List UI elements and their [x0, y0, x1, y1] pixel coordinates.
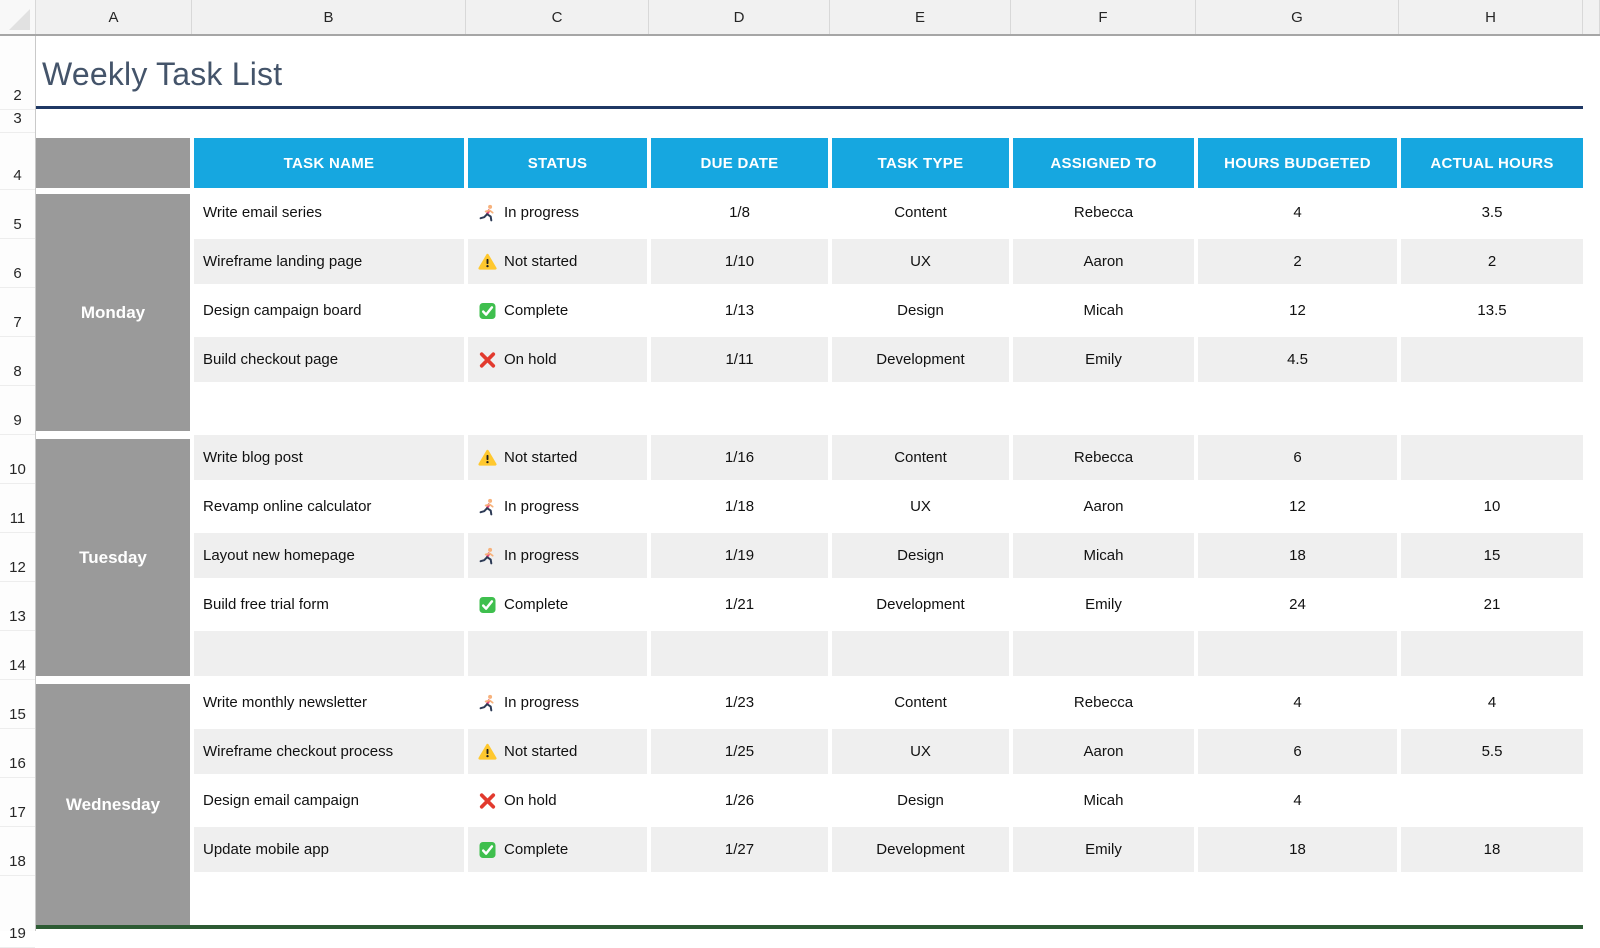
cell-status[interactable]	[468, 827, 647, 872]
header-day-blank[interactable]	[36, 138, 190, 188]
cell-actual-hours[interactable]: 2	[1401, 239, 1583, 284]
status-label: Not started	[504, 449, 578, 466]
cell-due-date[interactable]: 1/8	[729, 204, 750, 221]
row-header-12[interactable]: 12	[0, 533, 35, 582]
status-label: Complete	[504, 841, 569, 858]
cell-hours-budgeted[interactable]	[1198, 876, 1397, 921]
cell-assigned-to[interactable]: Micah	[1083, 792, 1124, 809]
cell-actual-hours[interactable]	[1401, 778, 1583, 823]
cell-due-date[interactable]: 1/27	[651, 827, 828, 872]
row-header-13[interactable]: 13	[0, 582, 35, 631]
cell-due-date[interactable]: 1/26	[724, 792, 755, 809]
cell-assigned-to[interactable]: Rebecca	[1073, 694, 1134, 711]
column-header-H[interactable]: H	[1399, 0, 1583, 34]
row-header-10[interactable]: 10	[0, 435, 35, 484]
cell-task-name[interactable]: Build checkout page	[194, 337, 464, 382]
cell-task-name[interactable]: Design campaign board	[203, 302, 362, 319]
cell-status[interactable]	[468, 337, 647, 382]
cell-assigned-to[interactable]: Rebecca	[1073, 204, 1134, 221]
cell-task-type[interactable]: Content	[832, 435, 1009, 480]
cell-due-date[interactable]	[651, 631, 828, 676]
cell-task-type[interactable]: Design	[897, 302, 944, 319]
check-icon	[478, 302, 497, 320]
header-status[interactable]: STATUS	[468, 138, 647, 188]
cell-hours-budgeted[interactable]: 24	[1289, 596, 1306, 613]
cell-assigned-to[interactable]: Aaron	[1013, 239, 1194, 284]
cell-status[interactable]	[468, 680, 647, 725]
cell-assigned-to[interactable]	[1013, 386, 1194, 431]
cell-task-type[interactable]: Content	[894, 694, 947, 711]
cross-icon	[478, 351, 497, 369]
column-header-E[interactable]: E	[830, 0, 1011, 34]
row-header-6[interactable]: 6	[0, 239, 35, 288]
cell-hours-budgeted[interactable]	[1198, 386, 1397, 431]
cell-status[interactable]	[468, 631, 647, 676]
column-header-B[interactable]: B	[192, 0, 466, 34]
select-all-corner[interactable]	[0, 0, 36, 34]
row-header-5[interactable]: 5	[0, 190, 35, 239]
cell-status[interactable]	[468, 533, 647, 578]
row-headers-column	[0, 36, 36, 942]
cell-task-name[interactable]	[194, 876, 464, 921]
cell-task-name[interactable]	[194, 386, 464, 431]
cell-hours-budgeted[interactable]: 4.5	[1198, 337, 1397, 382]
cell-due-date[interactable]: 1/10	[651, 239, 828, 284]
row-header-3[interactable]: 3	[0, 110, 35, 133]
cell-actual-hours[interactable]	[1401, 337, 1583, 382]
cell-task-name[interactable]: Design email campaign	[203, 792, 359, 809]
cell-hours-budgeted[interactable]: 4	[1293, 792, 1302, 809]
header-assigned-to[interactable]: ASSIGNED TO	[1013, 138, 1194, 188]
cell-hours-budgeted[interactable]: 12	[1289, 498, 1306, 515]
cell-assigned-to[interactable]: Emily	[1013, 827, 1194, 872]
column-header-D[interactable]: D	[649, 0, 830, 34]
cell-due-date[interactable]	[651, 876, 828, 921]
cell-hours-budgeted[interactable]: 18	[1198, 533, 1397, 578]
day-group-monday[interactable]: Monday	[36, 194, 190, 431]
status-label: In progress	[504, 694, 580, 711]
cross-icon	[478, 792, 497, 810]
cell-actual-hours[interactable]: 13.5	[1477, 302, 1507, 319]
cell-status[interactable]	[468, 484, 647, 529]
cell-hours-budgeted[interactable]: 2	[1198, 239, 1397, 284]
row-header-9[interactable]: 9	[0, 386, 35, 435]
cell-task-name[interactable]: Wireframe checkout process	[194, 729, 464, 774]
runner-icon	[478, 547, 497, 565]
cell-task-name[interactable]: Build free trial form	[203, 596, 329, 613]
title-underline	[36, 106, 1583, 109]
cell-task-type[interactable]: Development	[832, 337, 1009, 382]
cell-assigned-to[interactable]: Micah	[1083, 302, 1124, 319]
cell-due-date[interactable]: 1/25	[651, 729, 828, 774]
cell-due-date[interactable]: 1/21	[724, 596, 755, 613]
cell-assigned-to[interactable]	[1013, 631, 1194, 676]
row-header-18[interactable]: 18	[0, 827, 35, 876]
cell-assigned-to[interactable]: Emily	[1013, 337, 1194, 382]
day-group-wednesday[interactable]: Wednesday	[36, 684, 190, 925]
cell-task-type[interactable]: Design	[832, 533, 1009, 578]
cell-task-type[interactable]: UX	[832, 729, 1009, 774]
cell-hours-budgeted[interactable]: 6	[1198, 729, 1397, 774]
cell-assigned-to[interactable]: Aaron	[1083, 498, 1124, 515]
cell-task-type[interactable]: UX	[832, 239, 1009, 284]
column-header-A[interactable]: A	[36, 0, 192, 34]
cell-actual-hours[interactable]: 5.5	[1401, 729, 1583, 774]
row-header-11[interactable]: 11	[0, 484, 35, 533]
row-header-4[interactable]: 4	[0, 133, 35, 190]
status-label: In progress	[504, 204, 580, 221]
row-header-19[interactable]: 19	[0, 876, 35, 948]
day-group-tuesday[interactable]: Tuesday	[36, 439, 190, 676]
row-header-8[interactable]: 8	[0, 337, 35, 386]
cell-status[interactable]	[468, 778, 647, 823]
cell-task-name[interactable]: Write email series	[203, 204, 322, 221]
cell-hours-budgeted[interactable]: 6	[1198, 435, 1397, 480]
cell-task-name[interactable]: Write blog post	[194, 435, 464, 480]
cell-task-type[interactable]: UX	[910, 498, 931, 515]
warning-icon	[478, 253, 497, 271]
row-header-2[interactable]: 2	[0, 36, 35, 110]
header-actual-hours[interactable]: ACTUAL HOURS	[1401, 138, 1583, 188]
select-all-triangle-icon	[9, 9, 30, 30]
cell-assigned-to[interactable]: Emily	[1085, 596, 1122, 613]
cell-task-name[interactable]: Layout new homepage	[194, 533, 464, 578]
cell-actual-hours[interactable]: 3.5	[1481, 204, 1503, 221]
status-label: Complete	[504, 596, 569, 613]
status-label: On hold	[504, 351, 557, 368]
cell-actual-hours[interactable]	[1401, 386, 1583, 431]
cell-hours-budgeted[interactable]: 4	[1293, 204, 1302, 221]
status-label: Not started	[504, 743, 578, 760]
cell-hours-budgeted[interactable]: 12	[1289, 302, 1306, 319]
cell-status[interactable]	[468, 190, 647, 235]
cell-actual-hours[interactable]: 21	[1483, 596, 1501, 613]
sheet-title: Weekly Task List	[42, 56, 283, 92]
cell-hours-budgeted[interactable]: 4	[1293, 694, 1302, 711]
header-task-type[interactable]: TASK TYPE	[832, 138, 1009, 188]
column-header-extra[interactable]	[1583, 0, 1600, 34]
cell-actual-hours[interactable]	[1401, 631, 1583, 676]
status-label: Complete	[504, 302, 569, 319]
row-header-15[interactable]: 15	[0, 680, 35, 729]
warning-icon	[478, 743, 497, 761]
cell-status[interactable]	[468, 288, 647, 333]
cell-actual-hours[interactable]: 10	[1483, 498, 1501, 515]
cell-status[interactable]	[468, 239, 647, 284]
cell-status[interactable]	[468, 729, 647, 774]
sheet-title-cell[interactable]	[42, 56, 282, 93]
cell-status[interactable]	[468, 386, 647, 431]
row-header-14[interactable]: 14	[0, 631, 35, 680]
cell-actual-hours[interactable]: 4	[1487, 694, 1497, 711]
check-icon	[478, 596, 497, 614]
cell-status[interactable]	[468, 582, 647, 627]
cell-actual-hours[interactable]: 18	[1401, 827, 1583, 872]
cell-due-date[interactable]: 1/16	[651, 435, 828, 480]
runner-icon	[478, 498, 497, 516]
cell-due-date[interactable]: 1/11	[651, 337, 828, 382]
check-icon	[478, 841, 497, 859]
cell-task-type[interactable]	[832, 386, 1009, 431]
cell-assigned-to[interactable]: Rebecca	[1013, 435, 1194, 480]
cell-actual-hours[interactable]	[1401, 435, 1583, 480]
cell-status[interactable]	[468, 876, 647, 921]
status-label: In progress	[504, 498, 580, 515]
runner-icon	[478, 204, 497, 222]
cell-due-date[interactable]: 1/19	[651, 533, 828, 578]
cell-hours-budgeted[interactable]	[1198, 631, 1397, 676]
cell-due-date[interactable]	[651, 386, 828, 431]
cell-task-type[interactable]: Content	[894, 204, 947, 221]
cell-assigned-to[interactable]: Micah	[1013, 533, 1194, 578]
cell-task-type[interactable]	[832, 876, 1009, 921]
runner-icon	[478, 694, 497, 712]
header-due-date[interactable]: DUE DATE	[651, 138, 828, 188]
cell-task-name[interactable]: Wireframe landing page	[194, 239, 464, 284]
row-header-7[interactable]: 7	[0, 288, 35, 337]
status-label: Not started	[504, 253, 578, 270]
cell-task-name[interactable]: Write monthly newsletter	[203, 694, 367, 711]
row-header-16[interactable]: 16	[0, 729, 35, 778]
column-headers-row	[0, 0, 1600, 36]
cell-actual-hours[interactable]	[1401, 876, 1583, 921]
status-label: In progress	[504, 547, 580, 564]
row-header-17[interactable]: 17	[0, 778, 35, 827]
cell-task-type[interactable]: Development	[876, 596, 965, 613]
cell-hours-budgeted[interactable]: 18	[1198, 827, 1397, 872]
column-header-G[interactable]: G	[1196, 0, 1399, 34]
cell-task-type[interactable]: Development	[832, 827, 1009, 872]
cell-assigned-to[interactable]: Aaron	[1013, 729, 1194, 774]
warning-icon	[478, 449, 497, 467]
table-bottom-border	[36, 925, 1583, 929]
cell-due-date[interactable]: 1/18	[724, 498, 755, 515]
cell-task-name[interactable]: Update mobile app	[194, 827, 464, 872]
column-header-F[interactable]: F	[1011, 0, 1196, 34]
cell-due-date[interactable]: 1/23	[724, 694, 755, 711]
cell-status[interactable]	[468, 435, 647, 480]
cell-task-name[interactable]	[194, 631, 464, 676]
header-hours-budgeted[interactable]: HOURS BUDGETED	[1198, 138, 1397, 188]
header-task-name[interactable]: TASK NAME	[194, 138, 464, 188]
cell-task-name[interactable]: Revamp online calculator	[203, 498, 372, 515]
cell-due-date[interactable]: 1/13	[724, 302, 755, 319]
cell-actual-hours[interactable]: 15	[1401, 533, 1583, 578]
column-header-C[interactable]: C	[466, 0, 649, 34]
status-label: On hold	[504, 792, 557, 809]
cell-task-type[interactable]: Design	[897, 792, 944, 809]
cell-assigned-to[interactable]	[1013, 876, 1194, 921]
cell-task-type[interactable]	[832, 631, 1009, 676]
